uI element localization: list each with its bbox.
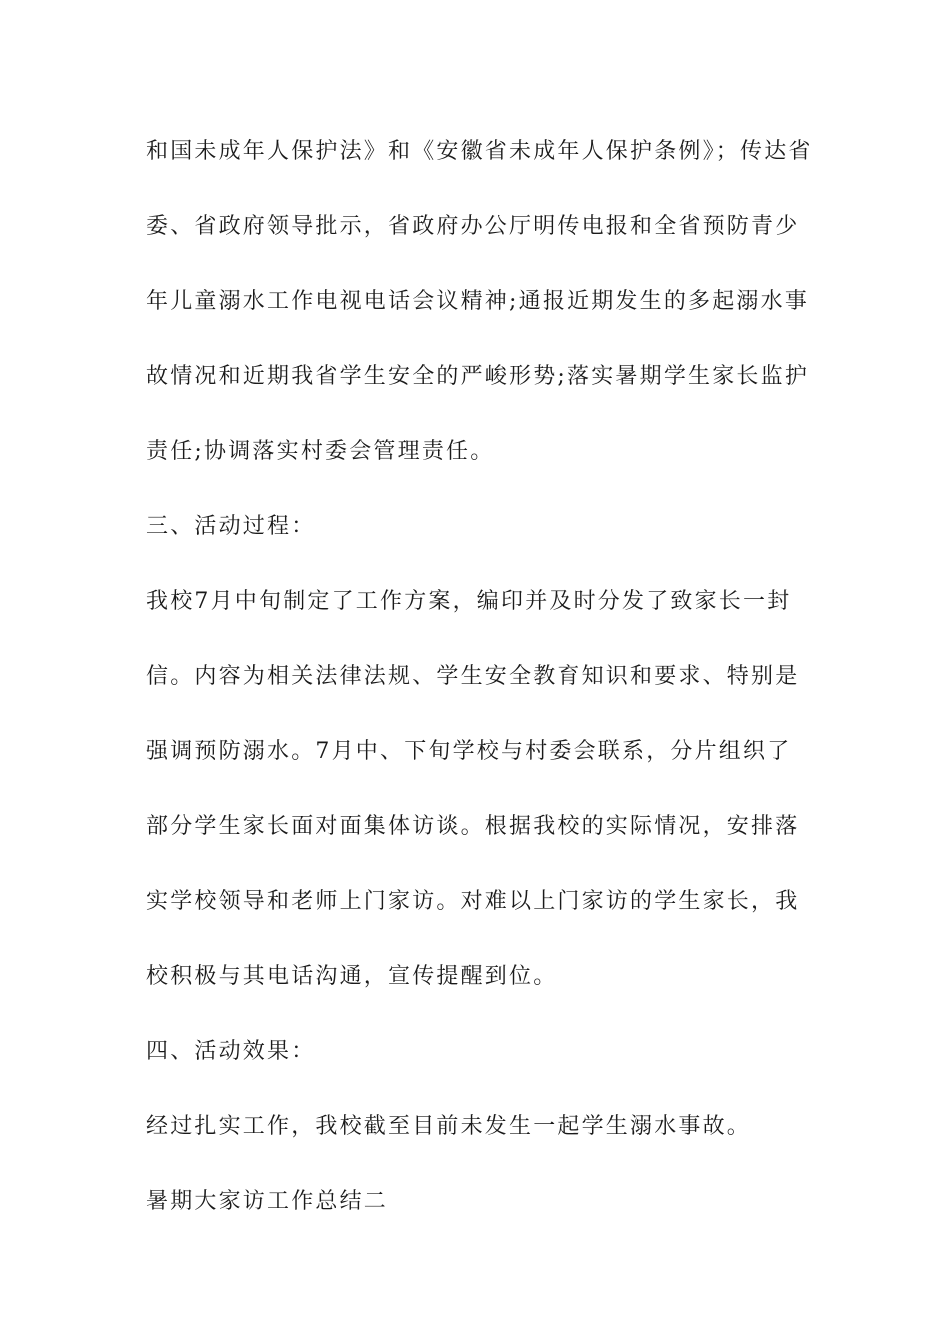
text-line: 责任;协调落实村委会管理责任。 (146, 439, 495, 464)
text-line: 委、省政府领导批示，省政府办公厅明传电报和全省预防青少 (146, 214, 800, 239)
text-line: 我校7月中旬制定了工作方案，编印并及时分发了致家长一封 (146, 589, 792, 614)
text-line: 故情况和近期我省学生安全的严峻形势;落实暑期学生家长监护 (146, 364, 810, 389)
text-line: 年儿童溺水工作电视电话会议精神;通报近期发生的多起溺水事 (146, 289, 810, 314)
text-line: 经过扎实工作，我校截至目前未发生一起学生溺水事故。 (146, 1114, 752, 1139)
text-line: 实学校领导和老师上门家访。对难以上门家访的学生家长，我 (146, 889, 800, 914)
section-heading: 三、活动过程： (146, 514, 316, 539)
text-line: 信。内容为相关法律法规、学生安全教育知识和要求、特别是 (146, 664, 800, 689)
text-line: 校积极与其电话沟通，宣传提醒到位。 (146, 964, 558, 989)
section-heading: 四、活动效果： (146, 1039, 316, 1064)
text-line: 强调预防溺水。7月中、下旬学校与村委会联系，分片组织了 (146, 739, 792, 764)
section-title: 暑期大家访工作总结二 (146, 1189, 389, 1214)
text-line: 和国未成年人保护法》和《安徽省未成年人保护条例》；传达省 (146, 139, 813, 164)
text-line: 部分学生家长面对面集体访谈。根据我校的实际情况，安排落 (146, 814, 800, 839)
